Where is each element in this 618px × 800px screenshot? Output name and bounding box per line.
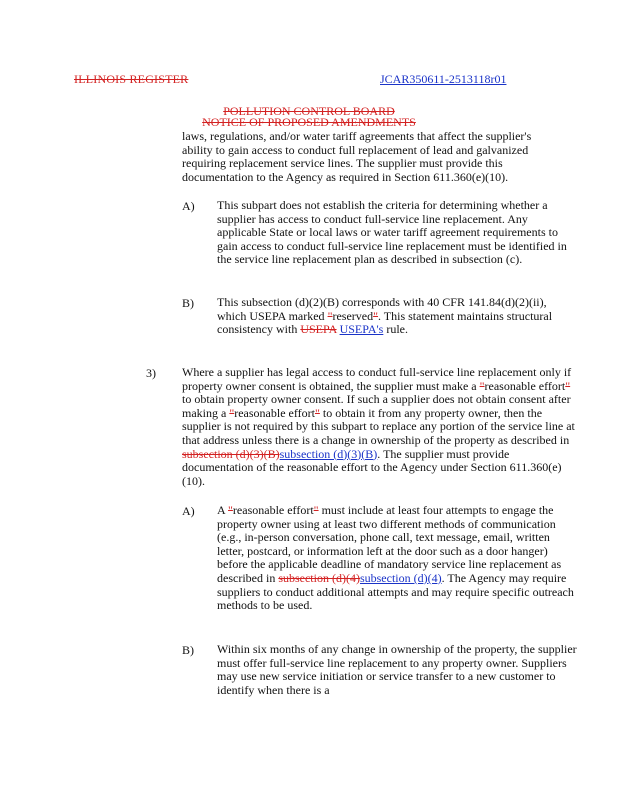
intro-paragraph: laws, regulations, and/or water tariff agreements that affect the supplier's ability to gain access to conduct full replacement of lead and galvanized requiring replacement service lines. The supplier must provide this documentation to the Agency as required in Section 611.360(e)(10). <box>182 129 532 184</box>
item-b1-ins3: USEPA's <box>339 322 384 337</box>
item-a2-del2: " <box>313 503 319 517</box>
item-a2-ins4: subsection (d)(4) <box>359 570 442 585</box>
document-code: JCAR350611-2513118r01 <box>380 72 507 86</box>
item-b1-del3: USEPA <box>300 322 337 337</box>
item-a2-label: A) <box>182 504 195 518</box>
board-title: POLLUTION CONTROL BOARD <box>223 104 395 118</box>
item-b1-seg2: reserved <box>332 308 374 323</box>
item-3-del1: " <box>479 378 485 393</box>
register-title: ILLINOIS REGISTER <box>74 72 189 86</box>
item-a2-del4: subsection (d)(4) <box>278 570 360 585</box>
item-a2-seg5: . The Agency may require suppliers to conduct additional attempts and may require specific outreach methods to be used. <box>217 570 574 613</box>
item-3-seg4: reasonable effort <box>234 405 315 420</box>
item-3-seg6: . The supplier must provide documentation of the reasonable effort to the Agency under Section 611.360(e)(10). <box>182 446 562 488</box>
item-3-ins5: subsection (d)(3)(B) <box>279 446 378 461</box>
item-a2-text <box>217 504 577 613</box>
item-b2-label: B) <box>182 643 194 657</box>
notice-title: NOTICE OF PROPOSED AMENDMENTS <box>202 115 416 129</box>
item-a2-seg3: must include at least four attempts to engage the property owner using at least two different methods of communication (e.g., in-person conversation, phone call, text message, email, written letter, postcard, or information left at the door such as a door hanger) before the applicable deadline of mandatory service line replacement as described in <box>217 503 562 585</box>
item-b1-seg4: rule. <box>383 322 408 337</box>
item-3-text <box>182 366 577 488</box>
item-a1-label: A) <box>182 199 195 213</box>
item-b1-seg1: This subsection (d)(2)(B) corresponds with 40 CFR 141.84(d)(2)(ii), which USEPA marked <box>217 295 547 323</box>
item-3-del4: " <box>314 405 320 420</box>
item-b2-text: Within six months of any change in ownership of the property, the supplier must offer full-service line replacement to any property owner. Suppliers may use new service initiation or service transfer to a new customer to identify when there is a <box>217 642 577 697</box>
item-a2-del1: " <box>228 503 233 517</box>
item-b1-label: B) <box>182 296 194 310</box>
item-3-seg1: Where a supplier has legal access to conduct full-service line replacement only if property owner consent is obtained, the supplier must make a <box>182 365 572 393</box>
item-a2-seg2: reasonable effort <box>232 503 314 517</box>
item-3-del5: subsection (d)(3)(B) <box>182 446 280 461</box>
item-3-seg2: reasonable effort <box>484 378 566 393</box>
item-3-seg3: to obtain property owner consent. If such a supplier does not obtain consent after making a <box>182 392 571 420</box>
item-3-label: 3) <box>146 366 156 380</box>
item-a1-text: This subpart does not establish the criteria for determining whether a supplier has access to conduct full-service line replacement. Any applicable State or local laws or water tariff agreement requirements to gain access to conduct full-service line replacement must be identified in the service line replacement plan as described in subsection (c). <box>217 198 567 267</box>
item-b1-text <box>217 296 577 337</box>
item-b1-seg3: . This statement maintains structural consistency with <box>217 308 553 337</box>
item-3-del3: " <box>229 405 235 420</box>
item-3-seg5: to obtain it from any property owner, then the supplier is not required by this subpart to replace any portion of the service line at that address unless there is a change in ownership of the property as described in <box>182 405 575 447</box>
item-b1-del2: " <box>373 308 379 323</box>
item-3-del2: " <box>565 378 571 393</box>
item-a2-seg1: A <box>217 503 229 517</box>
item-b1-del1: " <box>327 308 333 323</box>
